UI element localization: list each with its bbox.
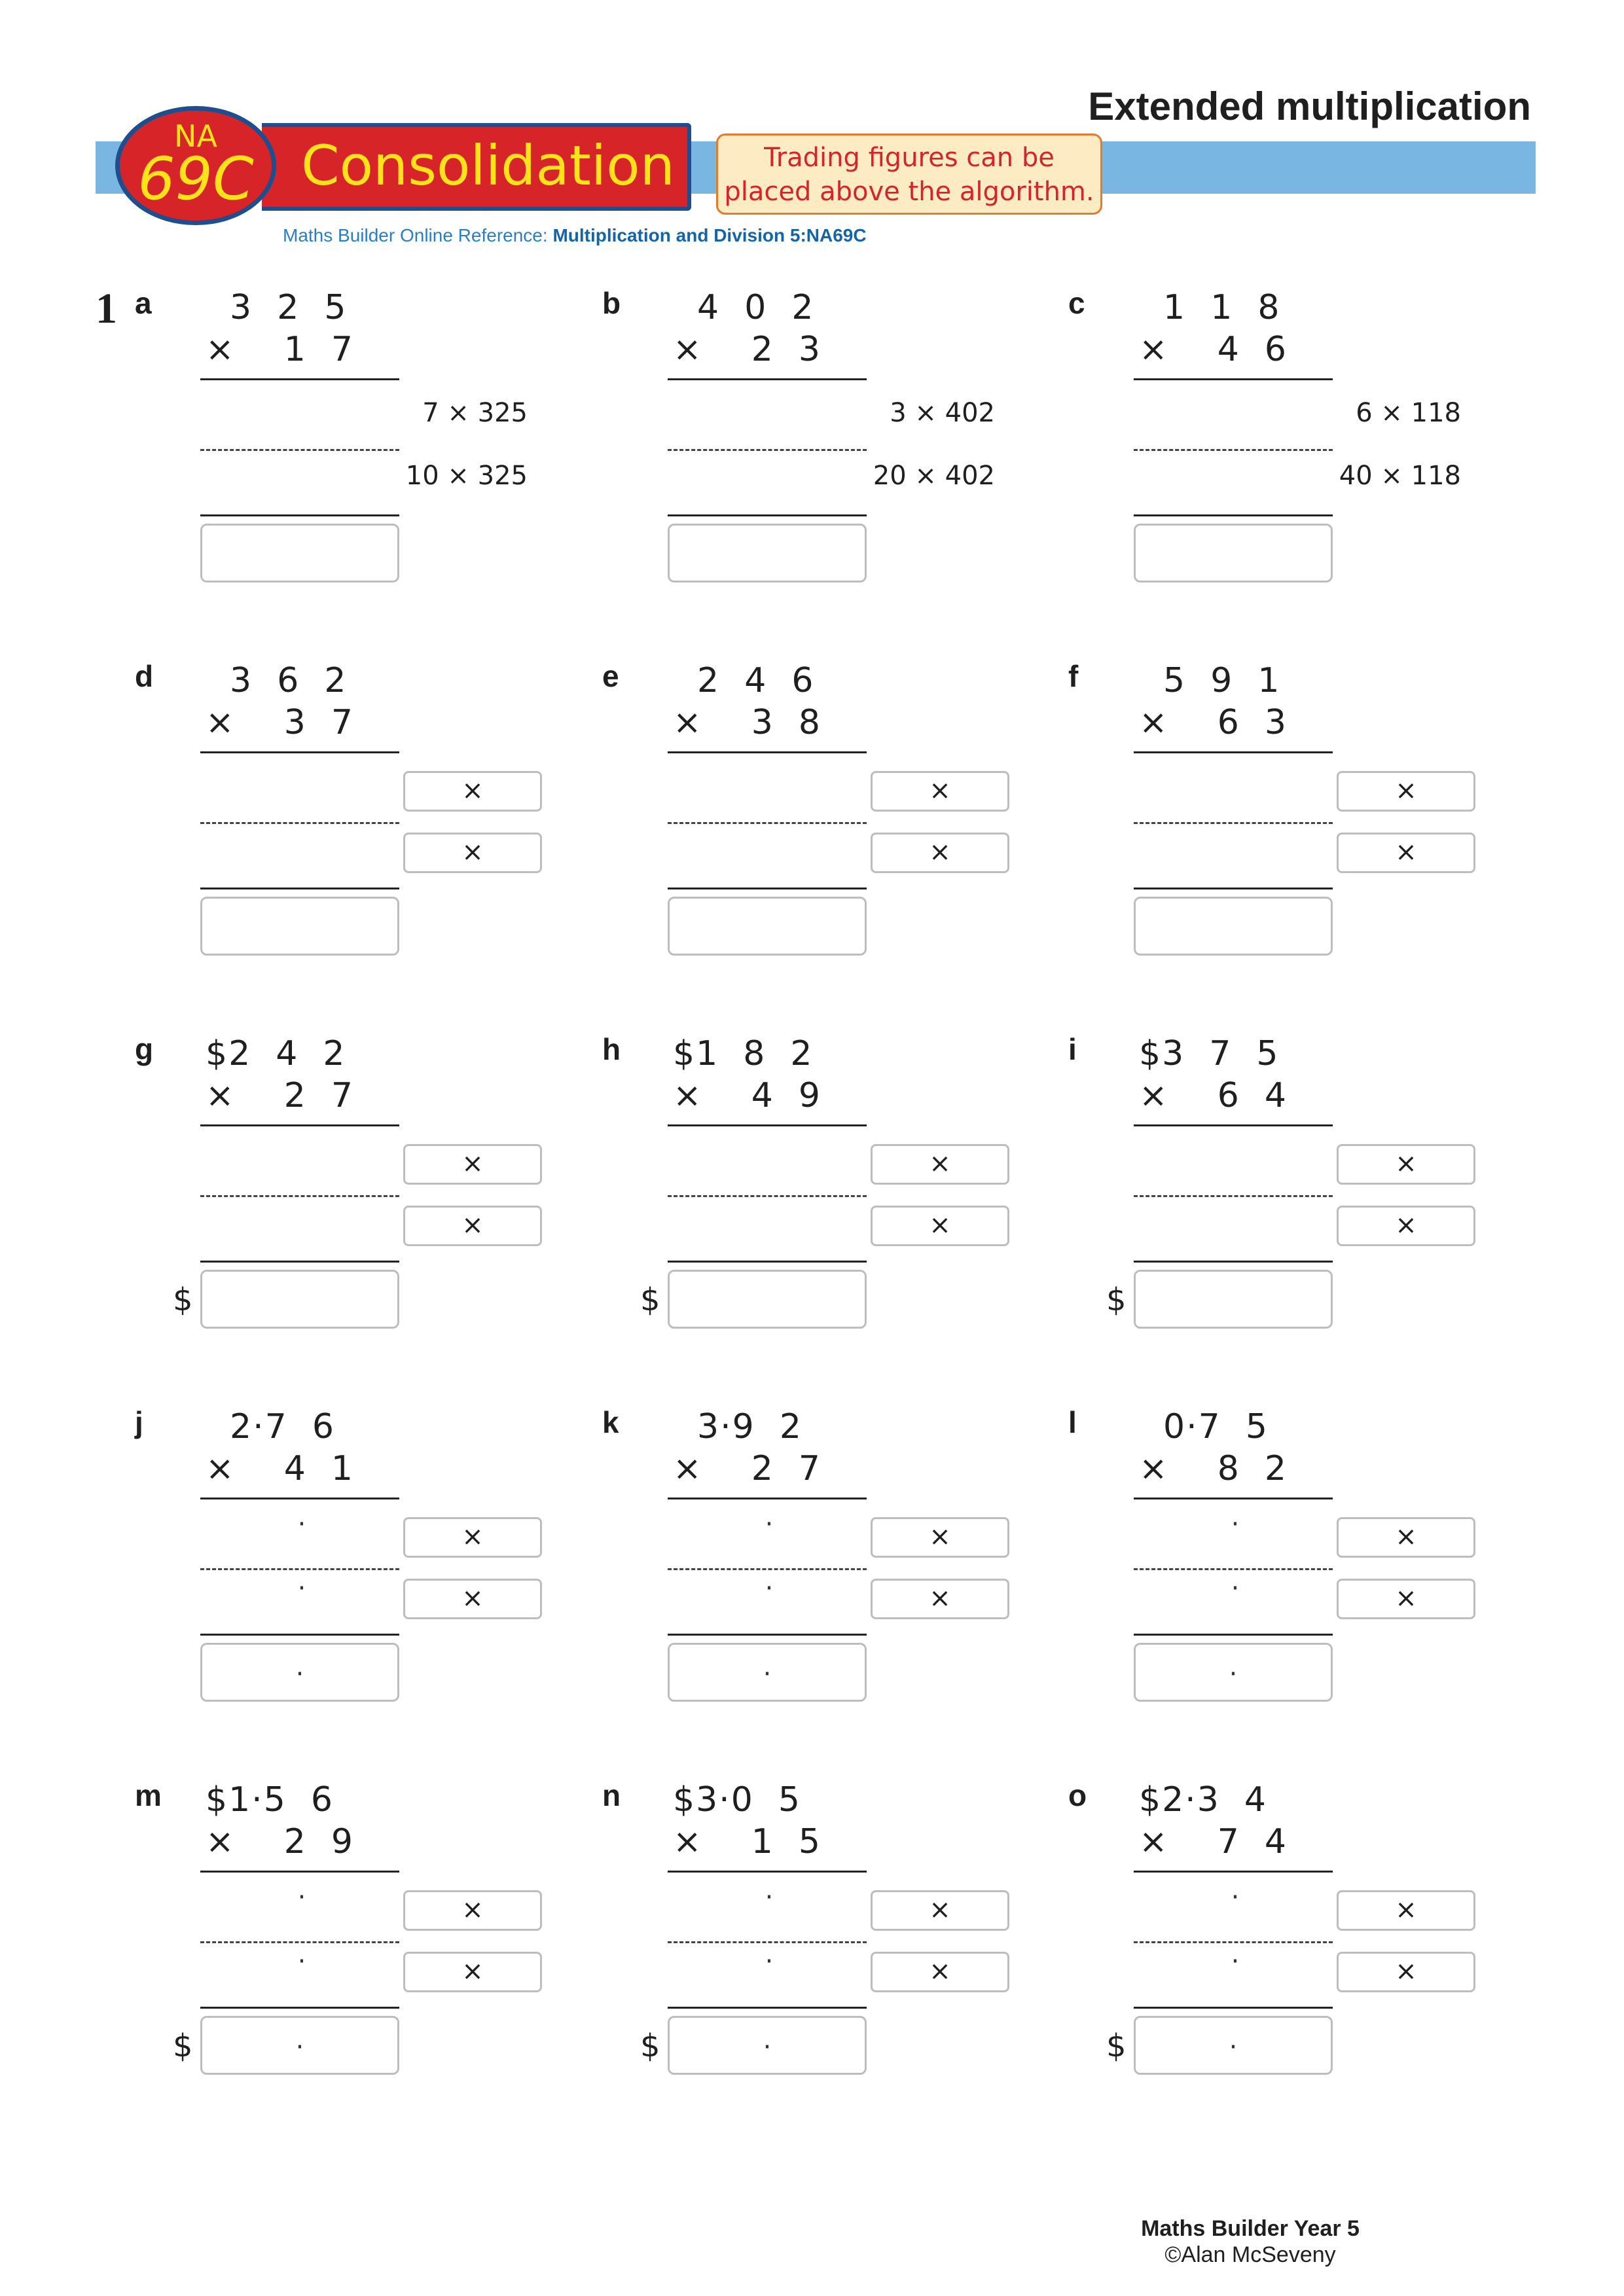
- multiplicand: 3·9 2: [673, 1407, 803, 1446]
- online-reference: [283, 225, 867, 246]
- hint-box: Trading figures can be placed above the algorithm.: [716, 134, 1102, 215]
- decimal-point: ·: [765, 1573, 774, 1604]
- reference-link: Multiplication and Division 5:NA69C: [552, 225, 867, 245]
- problem-letter: b: [602, 286, 621, 320]
- partial-product-field[interactable]: ×: [1337, 1579, 1475, 1619]
- answer-box[interactable]: [668, 1643, 867, 1702]
- answer-box[interactable]: [1134, 1643, 1333, 1702]
- rule-line: [1134, 1261, 1333, 1263]
- multiplicand: $2 4 2: [206, 1034, 346, 1073]
- dashed-line: [668, 822, 867, 824]
- problem-g: [135, 1031, 593, 1372]
- decimal-point: ·: [295, 2032, 304, 2062]
- partial-product-field[interactable]: ×: [871, 1890, 1009, 1931]
- partial-product-field[interactable]: ×: [1337, 1144, 1475, 1185]
- answer-box[interactable]: [200, 524, 399, 583]
- partial-product-label: 40 × 118: [1339, 461, 1461, 491]
- problem-e: [602, 658, 1060, 999]
- multiplicand: $1·5 6: [206, 1780, 334, 1820]
- multiplicand: $3·0 5: [673, 1780, 801, 1820]
- problem-letter: c: [1068, 286, 1085, 320]
- partial-product-field[interactable]: ×: [1337, 771, 1475, 812]
- multiplier: × 4 9: [673, 1076, 821, 1115]
- problem-letter: m: [135, 1778, 162, 1812]
- problem-o: [1068, 1778, 1526, 2118]
- problem-letter: f: [1068, 659, 1079, 693]
- answer-box[interactable]: [668, 1270, 867, 1329]
- reference-prefix: Maths Builder Online Reference:: [283, 225, 553, 245]
- rule-line: [1134, 1871, 1333, 1873]
- decimal-point: ·: [1231, 1509, 1240, 1539]
- dashed-line: [200, 822, 399, 824]
- partial-product-field[interactable]: ×: [871, 833, 1009, 873]
- problem-letter: i: [1068, 1032, 1077, 1066]
- rule-line: [200, 751, 399, 753]
- dashed-line: [200, 1568, 399, 1570]
- rule-line: [200, 2007, 399, 2009]
- problem-i: [1068, 1031, 1526, 1372]
- answer-box[interactable]: [200, 1270, 399, 1329]
- rule-line: [200, 1634, 399, 1636]
- partial-product-field[interactable]: ×: [871, 1517, 1009, 1558]
- multiplier: × 2 9: [206, 1822, 354, 1861]
- partial-product-field[interactable]: ×: [871, 1206, 1009, 1246]
- rule-line: [200, 1498, 399, 1499]
- decimal-point: ·: [765, 1946, 774, 1977]
- multiplier: × 4 6: [1139, 330, 1288, 369]
- badge-code: 69C: [137, 145, 254, 213]
- problem-letter: l: [1068, 1405, 1077, 1439]
- problem-letter: o: [1068, 1778, 1087, 1812]
- partial-product-field[interactable]: ×: [403, 1579, 542, 1619]
- multiplier: × 3 8: [673, 703, 821, 742]
- decimal-point: ·: [763, 2032, 772, 2062]
- multiplier: × 7 4: [1139, 1822, 1288, 1861]
- rule-line: [668, 1871, 867, 1873]
- dollar-sign: $: [640, 1282, 660, 1318]
- multiplicand: 5 9 1: [1139, 661, 1281, 700]
- problem-k: [602, 1405, 1060, 1745]
- partial-product-field[interactable]: ×: [1337, 1517, 1475, 1558]
- rule-line: [668, 378, 867, 380]
- problem-l: [1068, 1405, 1526, 1745]
- answer-box[interactable]: [668, 897, 867, 956]
- dashed-line: [1134, 1568, 1333, 1570]
- dashed-line: [668, 1195, 867, 1197]
- partial-product-field[interactable]: ×: [403, 1517, 542, 1558]
- decimal-point: ·: [1229, 1659, 1238, 1689]
- dollar-sign: $: [173, 2028, 193, 2064]
- page-title: Extended multiplication: [1088, 84, 1531, 128]
- rule-line: [668, 1498, 867, 1499]
- partial-product-field[interactable]: ×: [1337, 1890, 1475, 1931]
- partial-product-field[interactable]: ×: [403, 1206, 542, 1246]
- decimal-point: ·: [763, 1659, 772, 1689]
- rule-line: [668, 1124, 867, 1126]
- decimal-point: ·: [1229, 2032, 1238, 2062]
- multiplicand: $1 8 2: [673, 1034, 814, 1073]
- dashed-line: [200, 1941, 399, 1943]
- rule-line: [668, 514, 867, 516]
- multiplier: × 4 1: [206, 1449, 354, 1488]
- decimal-point: ·: [1231, 1573, 1240, 1604]
- multiplier: × 2 7: [206, 1076, 354, 1115]
- rule-line: [1134, 514, 1333, 516]
- dollar-sign: $: [1106, 2028, 1127, 2064]
- dashed-line: [668, 1941, 867, 1943]
- problem-c: [1068, 285, 1526, 626]
- answer-box[interactable]: [200, 897, 399, 956]
- problem-m: [135, 1778, 593, 2118]
- code-badge: [115, 106, 276, 225]
- decimal-point: ·: [297, 1509, 306, 1539]
- problem-letter: a: [135, 286, 152, 320]
- problem-letter: n: [602, 1778, 621, 1812]
- multiplier: × 2 3: [673, 330, 821, 369]
- dashed-line: [668, 449, 867, 451]
- multiplicand: 2 4 6: [673, 661, 815, 700]
- multiplicand: 0·7 5: [1139, 1407, 1269, 1446]
- answer-box[interactable]: [1134, 897, 1333, 956]
- rule-line: [200, 1261, 399, 1263]
- problem-j: [135, 1405, 593, 1745]
- footer: [1087, 2215, 1414, 2268]
- multiplier: × 6 4: [1139, 1076, 1288, 1115]
- rule-line: [668, 1261, 867, 1263]
- answer-box[interactable]: [668, 524, 867, 583]
- partial-product-field[interactable]: ×: [403, 1952, 542, 1992]
- problem-h: [602, 1031, 1060, 1372]
- multiplicand: $3 7 5: [1139, 1034, 1280, 1073]
- rule-line: [200, 378, 399, 380]
- partial-product-label: 10 × 325: [405, 461, 528, 491]
- partial-product-label: 7 × 325: [422, 398, 528, 428]
- rule-line: [200, 888, 399, 889]
- rule-line: [1134, 2007, 1333, 2009]
- decimal-point: ·: [1231, 1946, 1240, 1977]
- answer-box[interactable]: [668, 2016, 867, 2075]
- partial-product-field[interactable]: ×: [871, 771, 1009, 812]
- dashed-line: [1134, 449, 1333, 451]
- rule-line: [1134, 1124, 1333, 1126]
- dashed-line: [200, 449, 399, 451]
- decimal-point: ·: [297, 1573, 306, 1604]
- rule-line: [1134, 1634, 1333, 1636]
- rule-line: [668, 2007, 867, 2009]
- problem-n: [602, 1778, 1060, 2118]
- partial-product-field[interactable]: ×: [403, 833, 542, 873]
- badge-strand: NA: [174, 118, 217, 154]
- rule-line: [1134, 1498, 1333, 1499]
- problem-letter: j: [135, 1405, 143, 1439]
- answer-box[interactable]: [1134, 1270, 1333, 1329]
- multiplicand: 3 2 5: [206, 288, 348, 327]
- answer-box[interactable]: [1134, 524, 1333, 583]
- multiplicand: 1 1 8: [1139, 288, 1281, 327]
- problem-a: [135, 285, 593, 626]
- problem-f: [1068, 658, 1526, 999]
- partial-product-field[interactable]: ×: [403, 1890, 542, 1931]
- rule-line: [1134, 751, 1333, 753]
- multiplicand: 3 6 2: [206, 661, 348, 700]
- problem-d: [135, 658, 593, 999]
- problem-letter: g: [135, 1032, 154, 1066]
- problem-b: [602, 285, 1060, 626]
- problem-letter: h: [602, 1032, 621, 1066]
- dollar-sign: $: [173, 1282, 193, 1318]
- answer-box[interactable]: [1134, 2016, 1333, 2075]
- dashed-line: [1134, 822, 1333, 824]
- footer-copyright: ©Alan McSeveny: [1164, 2242, 1336, 2267]
- multiplier: × 8 2: [1139, 1449, 1288, 1488]
- partial-product-field[interactable]: ×: [871, 1144, 1009, 1185]
- footer-book: Maths Builder Year 5: [1141, 2216, 1360, 2241]
- dashed-line: [200, 1195, 399, 1197]
- dashed-line: [668, 1568, 867, 1570]
- decimal-point: ·: [295, 1659, 304, 1689]
- problem-letter: d: [135, 659, 154, 693]
- rule-line: [200, 1871, 399, 1873]
- decimal-point: ·: [765, 1882, 774, 1912]
- section-title: Consolidation: [301, 134, 675, 198]
- partial-product-field[interactable]: ×: [871, 1952, 1009, 1992]
- partial-product-field[interactable]: ×: [1337, 1952, 1475, 1992]
- dashed-line: [1134, 1941, 1333, 1943]
- partial-product-label: 3 × 402: [890, 398, 995, 428]
- partial-product-field[interactable]: ×: [871, 1579, 1009, 1619]
- rule-line: [200, 1124, 399, 1126]
- decimal-point: ·: [297, 1946, 306, 1977]
- multiplier: × 1 5: [673, 1822, 821, 1861]
- partial-product-field[interactable]: ×: [1337, 833, 1475, 873]
- question-number: 1: [96, 285, 117, 332]
- multiplier: × 2 7: [673, 1449, 821, 1488]
- multiplicand: $2·3 4: [1139, 1780, 1267, 1820]
- multiplicand: 2·7 6: [206, 1407, 335, 1446]
- multiplier: × 1 7: [206, 330, 354, 369]
- answer-box[interactable]: [200, 2016, 399, 2075]
- multiplier: × 6 3: [1139, 703, 1288, 742]
- rule-line: [200, 514, 399, 516]
- decimal-point: ·: [765, 1509, 774, 1539]
- decimal-point: ·: [1231, 1882, 1240, 1912]
- rule-line: [668, 888, 867, 889]
- decimal-point: ·: [297, 1882, 306, 1912]
- rule-line: [1134, 888, 1333, 889]
- dashed-line: [1134, 1195, 1333, 1197]
- partial-product-field[interactable]: ×: [1337, 1206, 1475, 1246]
- problem-letter: e: [602, 659, 619, 693]
- section-banner: [262, 123, 691, 211]
- dollar-sign: $: [640, 2028, 660, 2064]
- problem-letter: k: [602, 1405, 619, 1439]
- dollar-sign: $: [1106, 1282, 1127, 1318]
- rule-line: [1134, 378, 1333, 380]
- partial-product-label: 20 × 402: [873, 461, 995, 491]
- partial-product-field[interactable]: ×: [403, 1144, 542, 1185]
- rule-line: [668, 1634, 867, 1636]
- answer-box[interactable]: [200, 1643, 399, 1702]
- multiplicand: 4 0 2: [673, 288, 815, 327]
- partial-product-label: 6 × 118: [1356, 398, 1461, 428]
- rule-line: [668, 751, 867, 753]
- multiplier: × 3 7: [206, 703, 354, 742]
- partial-product-field[interactable]: ×: [403, 771, 542, 812]
